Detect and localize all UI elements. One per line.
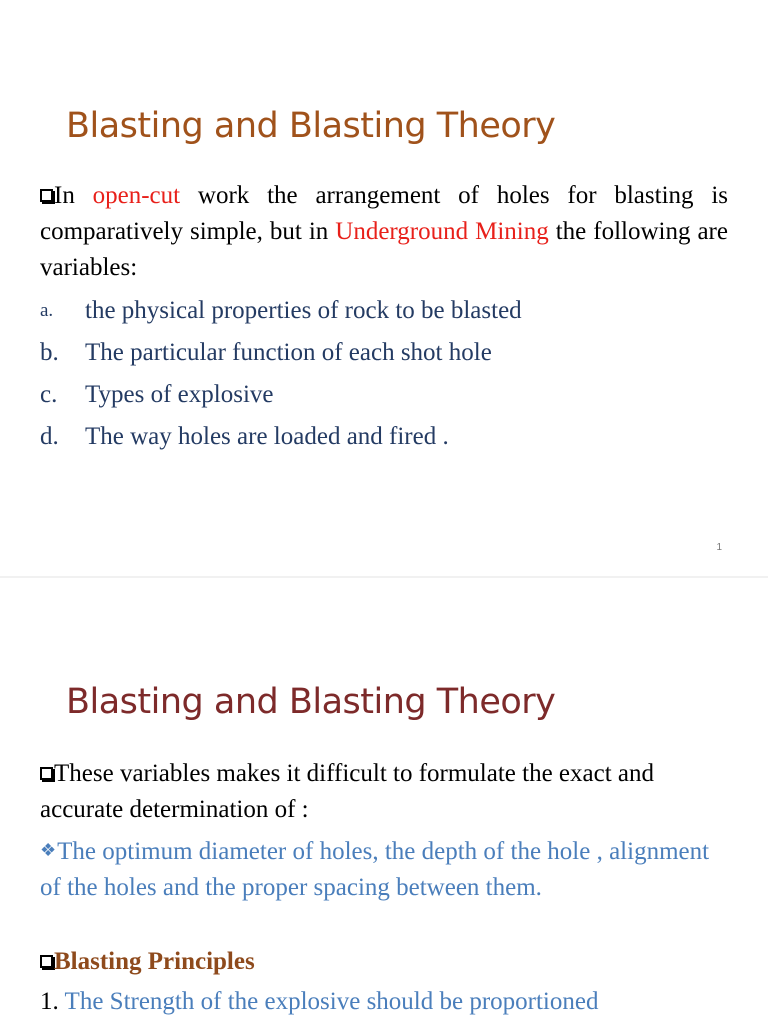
list-marker: d. — [40, 423, 59, 450]
principle-item — [40, 988, 598, 1016]
underground-mining-highlight: Underground Mining — [335, 218, 549, 245]
list-item-text: The way holes are loaded and fired . — [85, 423, 449, 450]
slide-title: Blasting and Blasting Theory — [66, 106, 556, 146]
page-number: 1 — [716, 542, 722, 553]
intro-tail: the following are variables: — [40, 218, 728, 281]
intro-mid: work the arrangement of holes for blasting is comparatively simple, but in — [40, 182, 728, 245]
principle-number: 1. — [40, 988, 59, 1015]
list-item — [40, 416, 522, 458]
principles-heading — [40, 948, 255, 976]
slide-2 — [0, 578, 768, 1024]
principles-heading-text: Blasting Principles — [54, 948, 255, 975]
variables-list — [40, 290, 522, 458]
square-bullet-icon — [40, 955, 53, 968]
square-bullet-icon — [40, 767, 53, 780]
list-marker: c. — [40, 381, 58, 408]
diamond-bullet-icon: ❖ — [40, 840, 57, 860]
square-bullet-icon — [40, 189, 53, 202]
list-item — [40, 290, 522, 332]
intro-text: These variables makes it difficult to formulate the exact and accurate determination of : — [40, 760, 655, 823]
list-item — [40, 374, 522, 416]
intro-paragraph — [40, 756, 728, 828]
list-item-text: Types of explosive — [85, 381, 274, 408]
list-marker: b. — [40, 339, 59, 366]
diamond-bullet-paragraph — [40, 832, 728, 906]
open-cut-highlight: open-cut — [92, 182, 181, 209]
diamond-bullet-text: The optimum diameter of holes, the depth of the hole , alignment of the holes and the proper spacing between them. — [40, 838, 710, 901]
list-item — [40, 332, 522, 374]
intro-lead: In — [54, 182, 93, 209]
slide-title: Blasting and Blasting Theory — [66, 682, 556, 722]
list-marker: a. — [40, 300, 54, 321]
list-item-text: the physical properties of rock to be blasted — [85, 297, 522, 324]
principle-text: The Strength of the explosive should be proportioned — [58, 988, 599, 1015]
list-item-text: The particular function of each shot hole — [85, 339, 492, 366]
intro-paragraph — [40, 178, 728, 286]
